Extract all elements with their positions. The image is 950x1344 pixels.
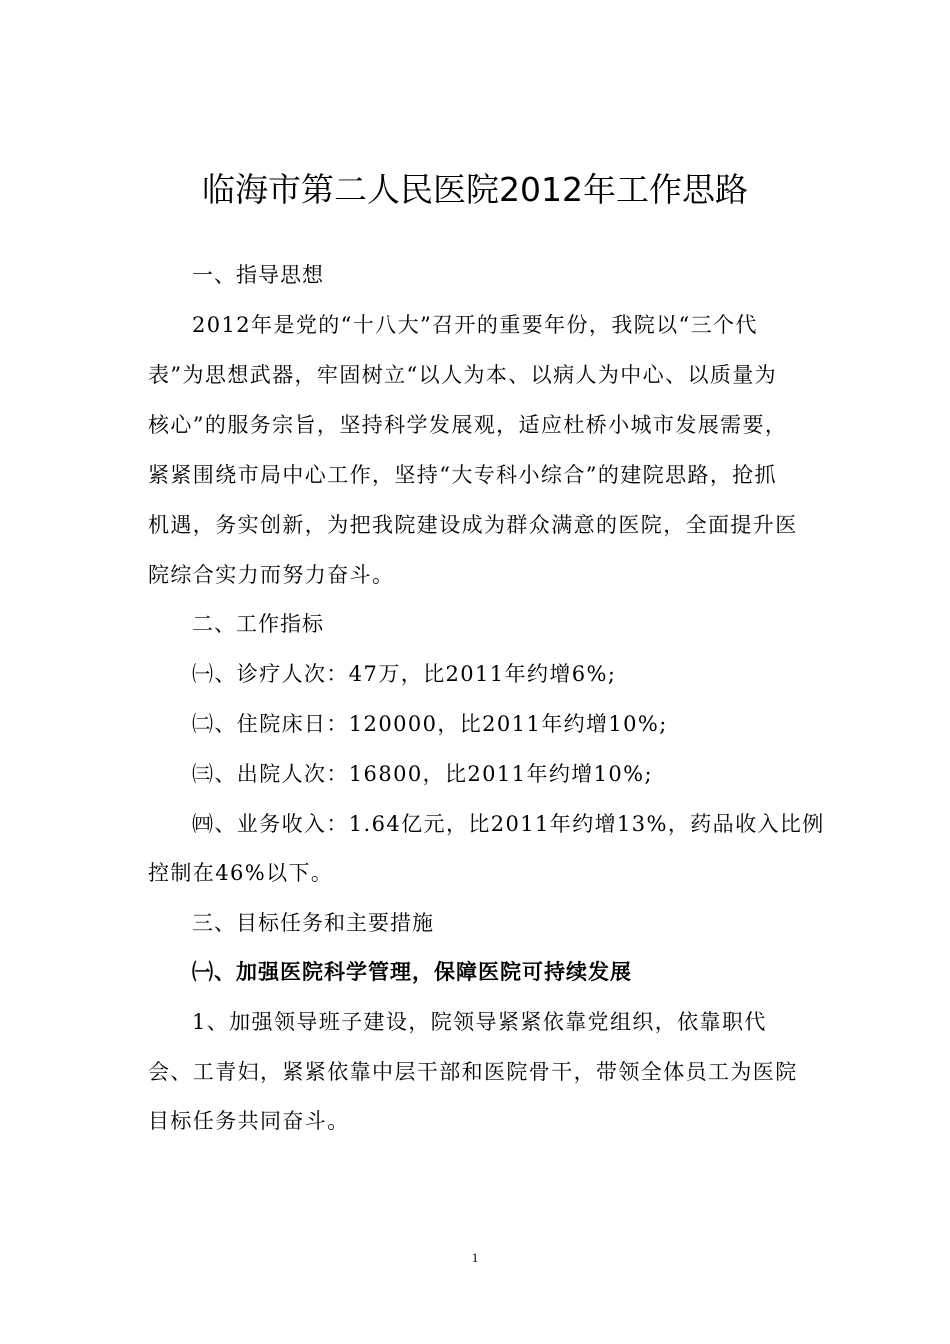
paragraph-line: 核心”的服务宗旨，坚持科学发展观，适应杜桥小城市发展需要， — [148, 413, 788, 437]
paragraph-line: 表”为思想武器，牢固树立“以人为本、以病人为中心、以质量为 — [148, 363, 778, 387]
section-heading-tasks-and-measures: 三、目标任务和主要措施 — [192, 911, 434, 935]
indicator-item-revenue: ㈣、业务收入：1.64亿元，比2011年约增13%，药品收入比例 — [192, 812, 825, 836]
indicator-item-discharges: ㈢、出院人次：16800，比2011年约增10%; — [192, 762, 653, 786]
indicator-item-revenue-continued: 控制在46%以下。 — [148, 861, 334, 885]
section-heading-guiding-ideology: 一、指导思想 — [192, 263, 324, 287]
paragraph-line: 1、加强领导班子建设，院领导紧紧依靠党组织，依靠职代 — [192, 1010, 767, 1034]
paragraph-line: 2012年是党的“十八大”召开的重要年份，我院以“三个代 — [192, 313, 758, 337]
paragraph-line: 目标任务共同奋斗。 — [148, 1109, 350, 1133]
section-heading-work-indicators: 二、工作指标 — [192, 612, 324, 636]
paragraph-line: 机遇，务实创新，为把我院建设成为群众满意的医院，全面提升医 — [148, 513, 798, 537]
paragraph-line: 院综合实力而努力奋斗。 — [148, 563, 395, 587]
paragraph-line: 会、工青妇，紧紧依靠中层干部和医院骨干，带领全体员工为医院 — [148, 1060, 798, 1084]
document-title: 临海市第二人民医院2012年工作思路 — [202, 170, 748, 209]
indicator-item-bed-days: ㈡、住院床日：120000，比2011年约增10%; — [192, 712, 668, 736]
page-number: 1 — [471, 1250, 479, 1265]
indicator-item-visits: ㈠、诊疗人次：47万，比2011年约增6%; — [192, 662, 617, 686]
subsection-heading-management: ㈠、加强医院科学管理，保障医院可持续发展 — [192, 960, 632, 984]
paragraph-line: 紧紧围绕市局中心工作，坚持“大专科小综合”的建院思路，抢抓 — [148, 463, 778, 487]
